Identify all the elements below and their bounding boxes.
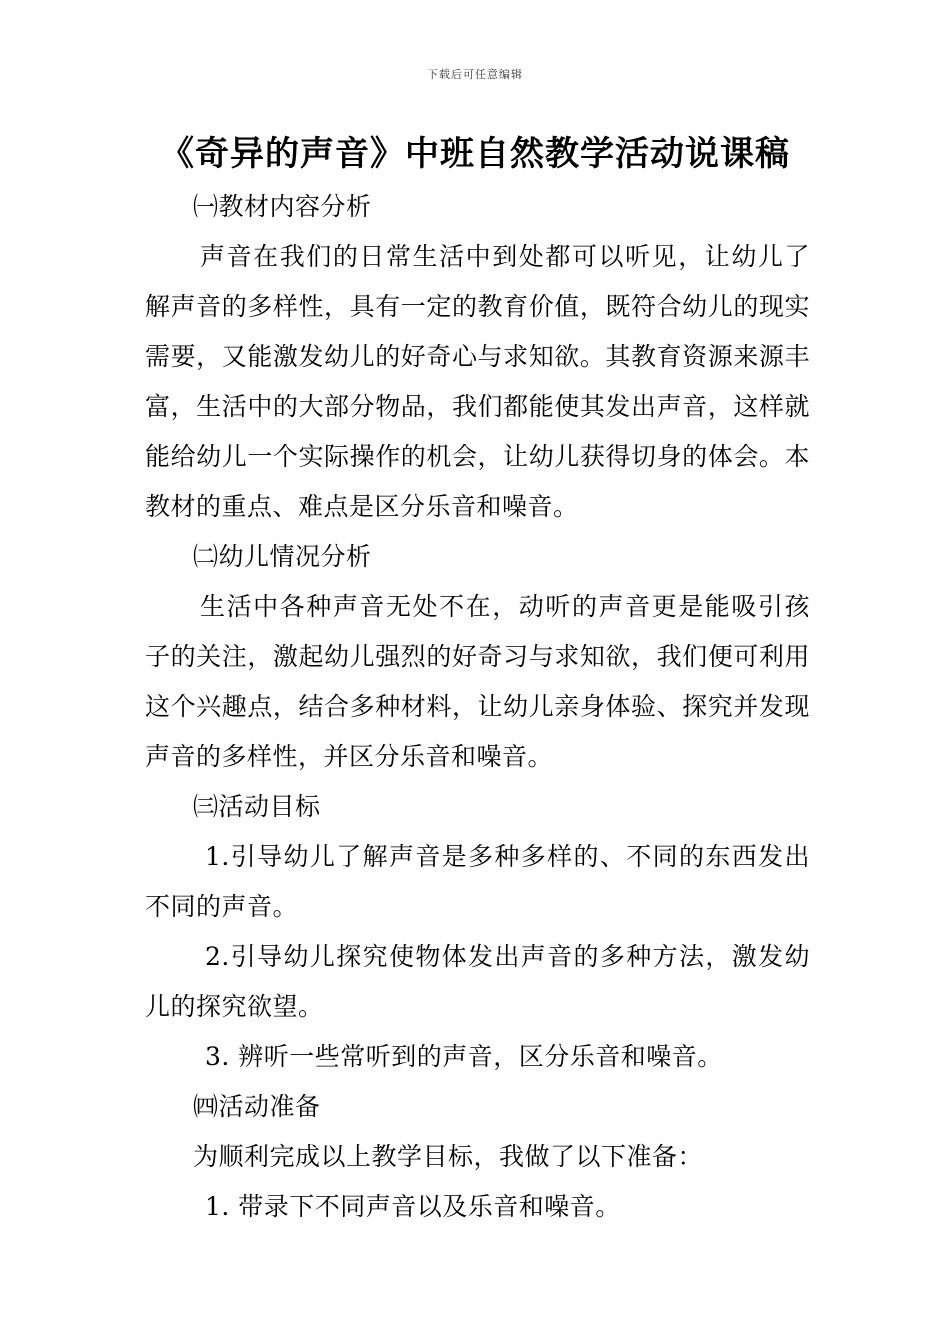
section-heading-3: ㈢活动目标 [193,792,321,821]
section-2-paragraph: 生活中各种声音无处不在，动听的声音更是能吸引孩子的关注，激起幼儿强烈的好奇习与求知欲，我们便可利用这个兴趣点，结合多种材料，让幼儿亲身体验、探究并发现声音的多样性，并区分乐音和噪音。 [145,592,810,771]
objective-item-1: 1.引导幼儿了解声音是多种多样的、不同的东西发出不同的声音。 [145,842,810,921]
section-heading-2: ㈡幼儿情况分析 [193,542,372,571]
header-note: 下载后可任意编辑 [427,68,523,81]
document-body [145,182,810,1232]
objective-item-3: 3. 辨听一些常听到的声音，区分乐音和噪音。 [205,1042,723,1071]
document-title: 《奇异的声音》中班自然教学活动说课稿 [160,134,790,174]
section-heading-1: ㈠教材内容分析 [193,192,372,221]
section-1-paragraph: 声音在我们的日常生活中到处都可以听见，让幼儿了解声音的多样性，具有一定的教育价值，既符合幼儿的现实需要，又能激发幼儿的好奇心与求知欲。其教育资源来源丰富，生活中的大部分物品，我们都能使其发出声音，这样就能给幼儿一个实际操作的机会，让幼儿获得切身的体会。本教材的重点、难点是区分乐音和噪音。 [145,242,810,521]
objective-item-2: 2.引导幼儿探究使物体发出声音的多种方法，激发幼儿的探究欲望。 [145,942,810,1021]
section-4-intro: 为顺利完成以上教学目标，我做了以下准备： [193,1142,704,1171]
preparation-item-1: 1. 带录下不同声音以及乐音和噪音。 [205,1192,621,1221]
section-heading-4: ㈣活动准备 [193,1092,321,1121]
